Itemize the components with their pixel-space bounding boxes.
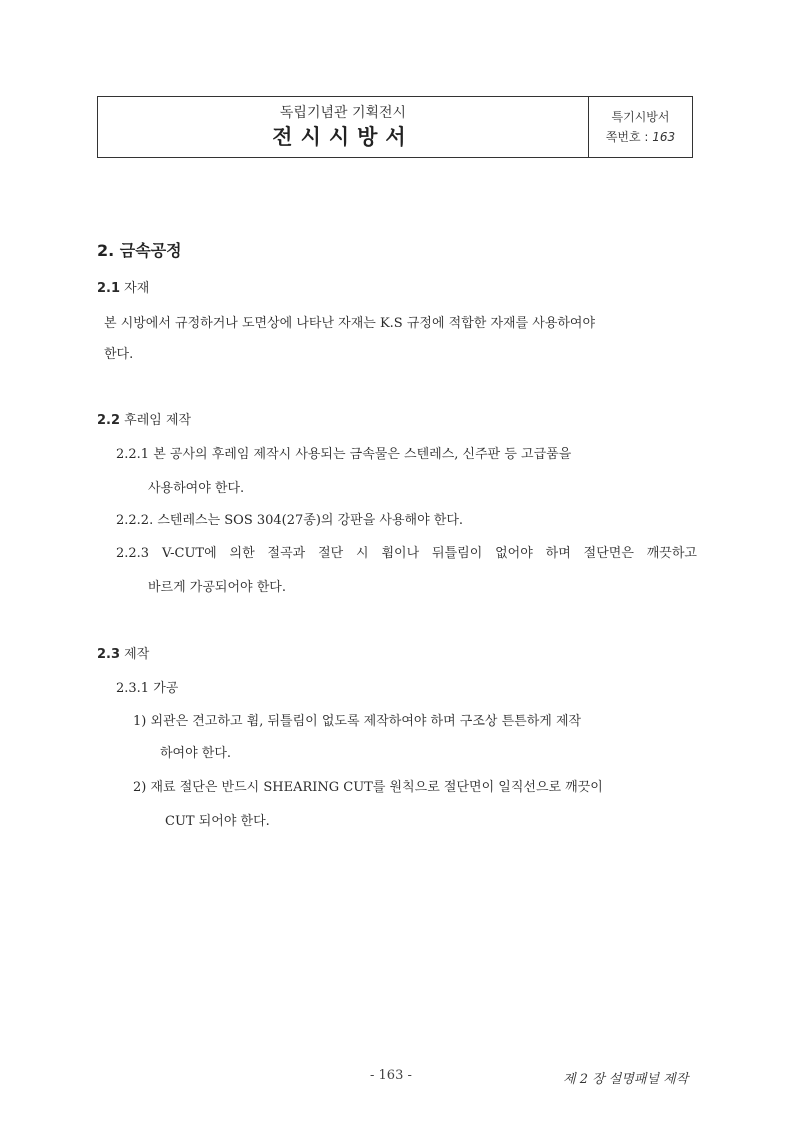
item-2-2-3-line1: 2.2.3 V-CUT에 의한 절곡과 절단 시 휨이나 뒤틀림이 없어야 하며 절단면은 깨끗하고: [116, 546, 697, 561]
point-2-line2: CUT 되어야 한다.: [165, 814, 270, 829]
item-2-3-1: 2.3.1 가공: [116, 681, 179, 696]
item-2-2-3-line2: 바르게 가공되어야 한다.: [148, 580, 286, 595]
section-title: 2. 금속공정: [97, 241, 182, 260]
point-1-line1: 1) 외관은 견고하고 휨, 뒤틀림이 없도록 제작하여야 하며 구조상 튼튼하게 제작: [133, 714, 582, 729]
point-2-line1: 2) 재료 절단은 반드시 SHEARING CUT를 원칙으로 절단면이 일직선으로 깨끗이: [133, 780, 603, 795]
paragraph-2-1-line2: 한다.: [104, 347, 134, 362]
subsection-number: 2.2: [97, 413, 121, 428]
subsection-label: 자재: [124, 281, 150, 296]
footer-chapter: 제 2 장 설명패널 제작: [563, 1072, 689, 1087]
subsection-2-1-title: [97, 280, 149, 298]
subsection-label: 제작: [124, 647, 150, 662]
page-number-value: 163: [652, 130, 676, 144]
header-side: [589, 97, 692, 157]
item-2-2-1-line1: 2.2.1 본 공사의 후레임 제작시 사용되는 금속물은 스텐레스, 신주판 등 고급품을: [116, 447, 572, 462]
header-box: [97, 96, 693, 158]
page-number-label: 쪽번호 :: [605, 130, 649, 144]
point-1-line2: 하여야 한다.: [160, 746, 232, 761]
subsection-number: 2.3: [97, 647, 121, 662]
header-main: [98, 97, 589, 157]
subsection-number: 2.1: [97, 281, 121, 296]
doc-type-label: 특기시방서: [611, 110, 670, 124]
item-2-2-2: 2.2.2. 스텐레스는 SOS 304(27종)의 강판을 사용해야 한다.: [116, 513, 464, 528]
footer-page-number: - 163 -: [370, 1068, 412, 1083]
page-number-field: [606, 127, 675, 147]
header-title: 전시시방서: [272, 125, 414, 149]
subsection-label: 후레임 제작: [124, 413, 192, 428]
subsection-2-3-title: [97, 646, 149, 664]
subsection-2-2-title: [97, 412, 191, 430]
header-subtitle: 독립기념관 기획전시: [279, 105, 407, 121]
paragraph-2-1-line1: 본 시방에서 규정하거나 도면상에 나타난 자재는 K.S 규정에 적합한 자재를 사용하여야: [104, 316, 596, 331]
item-2-2-1-line2: 사용하여야 한다.: [148, 481, 245, 496]
